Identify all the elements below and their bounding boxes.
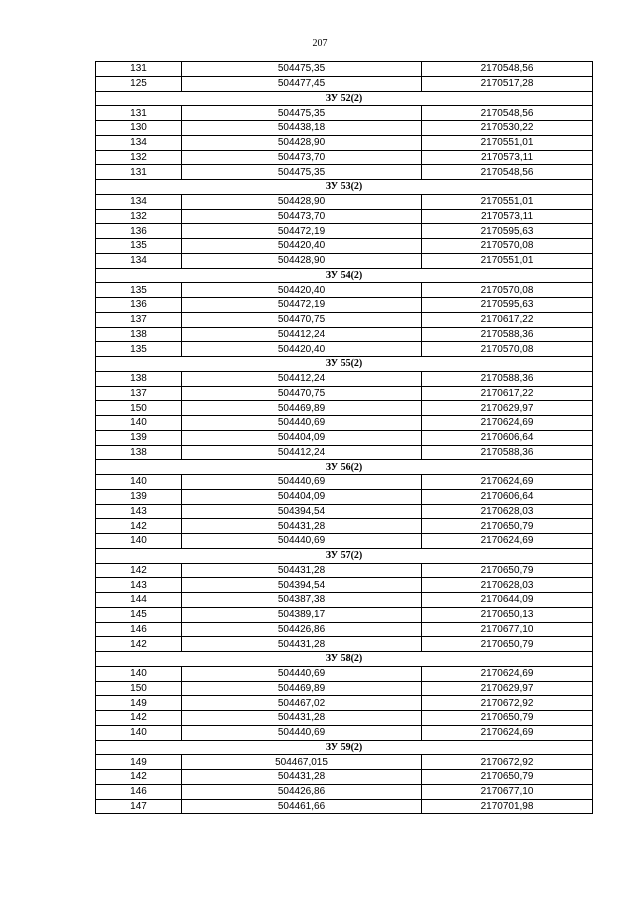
section-header-row [96, 357, 593, 372]
section-header-row [96, 652, 593, 667]
x-coordinate-cell: 504440,69 [182, 725, 422, 740]
x-coordinate-cell: 504428,90 [182, 135, 422, 150]
x-coordinate-cell: 504473,70 [182, 209, 422, 224]
point-number-cell: 125 [96, 76, 182, 91]
x-coordinate-cell: 504431,28 [182, 637, 422, 652]
table-row [96, 430, 593, 445]
section-title: ЗУ 53(2) [96, 180, 593, 195]
section-title: ЗУ 56(2) [96, 460, 593, 475]
y-coordinate-cell: 2170650,79 [422, 711, 593, 726]
point-number-cell: 140 [96, 416, 182, 431]
point-number-cell: 144 [96, 593, 182, 608]
table-row [96, 799, 593, 814]
x-coordinate-cell: 504440,69 [182, 475, 422, 490]
point-number-cell: 143 [96, 578, 182, 593]
x-coordinate-cell: 504470,75 [182, 312, 422, 327]
point-number-cell: 142 [96, 711, 182, 726]
point-number-cell: 140 [96, 666, 182, 681]
table-row [96, 76, 593, 91]
section-title: ЗУ 55(2) [96, 357, 593, 372]
y-coordinate-cell: 2170650,79 [422, 519, 593, 534]
point-number-cell: 138 [96, 445, 182, 460]
section-title: ЗУ 57(2) [96, 548, 593, 563]
y-coordinate-cell: 2170548,56 [422, 165, 593, 180]
x-coordinate-cell: 504420,40 [182, 342, 422, 357]
table-row [96, 711, 593, 726]
x-coordinate-cell: 504394,54 [182, 578, 422, 593]
table-row [96, 593, 593, 608]
y-coordinate-cell: 2170628,03 [422, 578, 593, 593]
y-coordinate-cell: 2170624,69 [422, 416, 593, 431]
y-coordinate-cell: 2170573,11 [422, 150, 593, 165]
table-row [96, 770, 593, 785]
y-coordinate-cell: 2170617,22 [422, 312, 593, 327]
y-coordinate-cell: 2170548,56 [422, 62, 593, 77]
coordinates-table-body [96, 62, 593, 814]
point-number-cell: 146 [96, 622, 182, 637]
point-number-cell: 132 [96, 150, 182, 165]
x-coordinate-cell: 504469,89 [182, 401, 422, 416]
table-row [96, 519, 593, 534]
y-coordinate-cell: 2170650,79 [422, 770, 593, 785]
x-coordinate-cell: 504387,38 [182, 593, 422, 608]
point-number-cell: 145 [96, 607, 182, 622]
point-number-cell: 139 [96, 430, 182, 445]
point-number-cell: 130 [96, 121, 182, 136]
section-header-row [96, 180, 593, 195]
y-coordinate-cell: 2170517,28 [422, 76, 593, 91]
y-coordinate-cell: 2170595,63 [422, 224, 593, 239]
section-header-row [96, 548, 593, 563]
y-coordinate-cell: 2170588,36 [422, 371, 593, 386]
x-coordinate-cell: 504475,35 [182, 62, 422, 77]
table-row [96, 416, 593, 431]
point-number-cell: 149 [96, 696, 182, 711]
y-coordinate-cell: 2170672,92 [422, 755, 593, 770]
y-coordinate-cell: 2170570,08 [422, 342, 593, 357]
point-number-cell: 134 [96, 253, 182, 268]
table-row [96, 666, 593, 681]
y-coordinate-cell: 2170624,69 [422, 725, 593, 740]
table-row [96, 165, 593, 180]
table-row [96, 386, 593, 401]
x-coordinate-cell: 504461,66 [182, 799, 422, 814]
table-row [96, 489, 593, 504]
point-number-cell: 135 [96, 283, 182, 298]
y-coordinate-cell: 2170530,22 [422, 121, 593, 136]
x-coordinate-cell: 504426,86 [182, 784, 422, 799]
table-row [96, 696, 593, 711]
point-number-cell: 131 [96, 165, 182, 180]
x-coordinate-cell: 504412,24 [182, 445, 422, 460]
x-coordinate-cell: 504431,28 [182, 519, 422, 534]
point-number-cell: 142 [96, 519, 182, 534]
table-row [96, 224, 593, 239]
table-row [96, 504, 593, 519]
y-coordinate-cell: 2170701,98 [422, 799, 593, 814]
y-coordinate-cell: 2170624,69 [422, 534, 593, 549]
point-number-cell: 135 [96, 239, 182, 254]
point-number-cell: 143 [96, 504, 182, 519]
table-row [96, 475, 593, 490]
y-coordinate-cell: 2170650,79 [422, 563, 593, 578]
y-coordinate-cell: 2170650,13 [422, 607, 593, 622]
y-coordinate-cell: 2170595,63 [422, 298, 593, 313]
table-row [96, 298, 593, 313]
y-coordinate-cell: 2170629,97 [422, 681, 593, 696]
x-coordinate-cell: 504467,02 [182, 696, 422, 711]
x-coordinate-cell: 504475,35 [182, 106, 422, 121]
table-row [96, 327, 593, 342]
x-coordinate-cell: 504404,09 [182, 489, 422, 504]
x-coordinate-cell: 504431,28 [182, 770, 422, 785]
y-coordinate-cell: 2170677,10 [422, 622, 593, 637]
point-number-cell: 147 [96, 799, 182, 814]
x-coordinate-cell: 504412,24 [182, 371, 422, 386]
point-number-cell: 138 [96, 371, 182, 386]
point-number-cell: 140 [96, 534, 182, 549]
point-number-cell: 134 [96, 135, 182, 150]
table-row [96, 283, 593, 298]
x-coordinate-cell: 504472,19 [182, 224, 422, 239]
y-coordinate-cell: 2170573,11 [422, 209, 593, 224]
table-row [96, 784, 593, 799]
point-number-cell: 149 [96, 755, 182, 770]
table-row [96, 312, 593, 327]
section-header-row [96, 91, 593, 106]
point-number-cell: 137 [96, 312, 182, 327]
y-coordinate-cell: 2170672,92 [422, 696, 593, 711]
y-coordinate-cell: 2170617,22 [422, 386, 593, 401]
x-coordinate-cell: 504404,09 [182, 430, 422, 445]
x-coordinate-cell: 504431,28 [182, 563, 422, 578]
table-row [96, 135, 593, 150]
point-number-cell: 140 [96, 725, 182, 740]
x-coordinate-cell: 504475,35 [182, 165, 422, 180]
x-coordinate-cell: 504470,75 [182, 386, 422, 401]
table-row [96, 563, 593, 578]
point-number-cell: 131 [96, 106, 182, 121]
x-coordinate-cell: 504438,18 [182, 121, 422, 136]
x-coordinate-cell: 504412,24 [182, 327, 422, 342]
y-coordinate-cell: 2170644,09 [422, 593, 593, 608]
point-number-cell: 142 [96, 770, 182, 785]
x-coordinate-cell: 504472,19 [182, 298, 422, 313]
y-coordinate-cell: 2170548,56 [422, 106, 593, 121]
point-number-cell: 135 [96, 342, 182, 357]
x-coordinate-cell: 504440,69 [182, 416, 422, 431]
y-coordinate-cell: 2170588,36 [422, 327, 593, 342]
y-coordinate-cell: 2170624,69 [422, 666, 593, 681]
point-number-cell: 150 [96, 681, 182, 696]
table-row [96, 253, 593, 268]
table-row [96, 342, 593, 357]
x-coordinate-cell: 504428,90 [182, 194, 422, 209]
table-row [96, 637, 593, 652]
x-coordinate-cell: 504440,69 [182, 534, 422, 549]
y-coordinate-cell: 2170629,97 [422, 401, 593, 416]
table-row [96, 755, 593, 770]
table-row [96, 106, 593, 121]
section-title: ЗУ 59(2) [96, 740, 593, 755]
section-header-row [96, 740, 593, 755]
x-coordinate-cell: 504420,40 [182, 283, 422, 298]
section-title: ЗУ 58(2) [96, 652, 593, 667]
table-row [96, 445, 593, 460]
x-coordinate-cell: 504428,90 [182, 253, 422, 268]
table-row [96, 725, 593, 740]
point-number-cell: 132 [96, 209, 182, 224]
table-row [96, 62, 593, 77]
point-number-cell: 146 [96, 784, 182, 799]
point-number-cell: 150 [96, 401, 182, 416]
y-coordinate-cell: 2170606,64 [422, 430, 593, 445]
x-coordinate-cell: 504467,015 [182, 755, 422, 770]
section-title: ЗУ 54(2) [96, 268, 593, 283]
x-coordinate-cell: 504473,70 [182, 150, 422, 165]
x-coordinate-cell: 504394,54 [182, 504, 422, 519]
x-coordinate-cell: 504426,86 [182, 622, 422, 637]
table-row [96, 194, 593, 209]
x-coordinate-cell: 504389,17 [182, 607, 422, 622]
section-header-row [96, 268, 593, 283]
section-header-row [96, 460, 593, 475]
point-number-cell: 138 [96, 327, 182, 342]
coordinates-table [95, 61, 593, 814]
table-row [96, 121, 593, 136]
table-row [96, 622, 593, 637]
table-row [96, 150, 593, 165]
y-coordinate-cell: 2170570,08 [422, 239, 593, 254]
table-row [96, 681, 593, 696]
y-coordinate-cell: 2170628,03 [422, 504, 593, 519]
table-row [96, 534, 593, 549]
x-coordinate-cell: 504477,45 [182, 76, 422, 91]
point-number-cell: 142 [96, 637, 182, 652]
point-number-cell: 134 [96, 194, 182, 209]
point-number-cell: 136 [96, 298, 182, 313]
y-coordinate-cell: 2170551,01 [422, 253, 593, 268]
y-coordinate-cell: 2170551,01 [422, 194, 593, 209]
point-number-cell: 136 [96, 224, 182, 239]
table-row [96, 607, 593, 622]
table-row [96, 401, 593, 416]
x-coordinate-cell: 504431,28 [182, 711, 422, 726]
point-number-cell: 131 [96, 62, 182, 77]
point-number-cell: 137 [96, 386, 182, 401]
table-row [96, 239, 593, 254]
x-coordinate-cell: 504469,89 [182, 681, 422, 696]
table-row [96, 209, 593, 224]
y-coordinate-cell: 2170650,79 [422, 637, 593, 652]
point-number-cell: 140 [96, 475, 182, 490]
y-coordinate-cell: 2170624,69 [422, 475, 593, 490]
y-coordinate-cell: 2170588,36 [422, 445, 593, 460]
y-coordinate-cell: 2170606,64 [422, 489, 593, 504]
point-number-cell: 142 [96, 563, 182, 578]
section-title: ЗУ 52(2) [96, 91, 593, 106]
table-row [96, 578, 593, 593]
table-row [96, 371, 593, 386]
y-coordinate-cell: 2170551,01 [422, 135, 593, 150]
y-coordinate-cell: 2170677,10 [422, 784, 593, 799]
x-coordinate-cell: 504440,69 [182, 666, 422, 681]
page-number: 207 [312, 38, 328, 49]
x-coordinate-cell: 504420,40 [182, 239, 422, 254]
point-number-cell: 139 [96, 489, 182, 504]
y-coordinate-cell: 2170570,08 [422, 283, 593, 298]
